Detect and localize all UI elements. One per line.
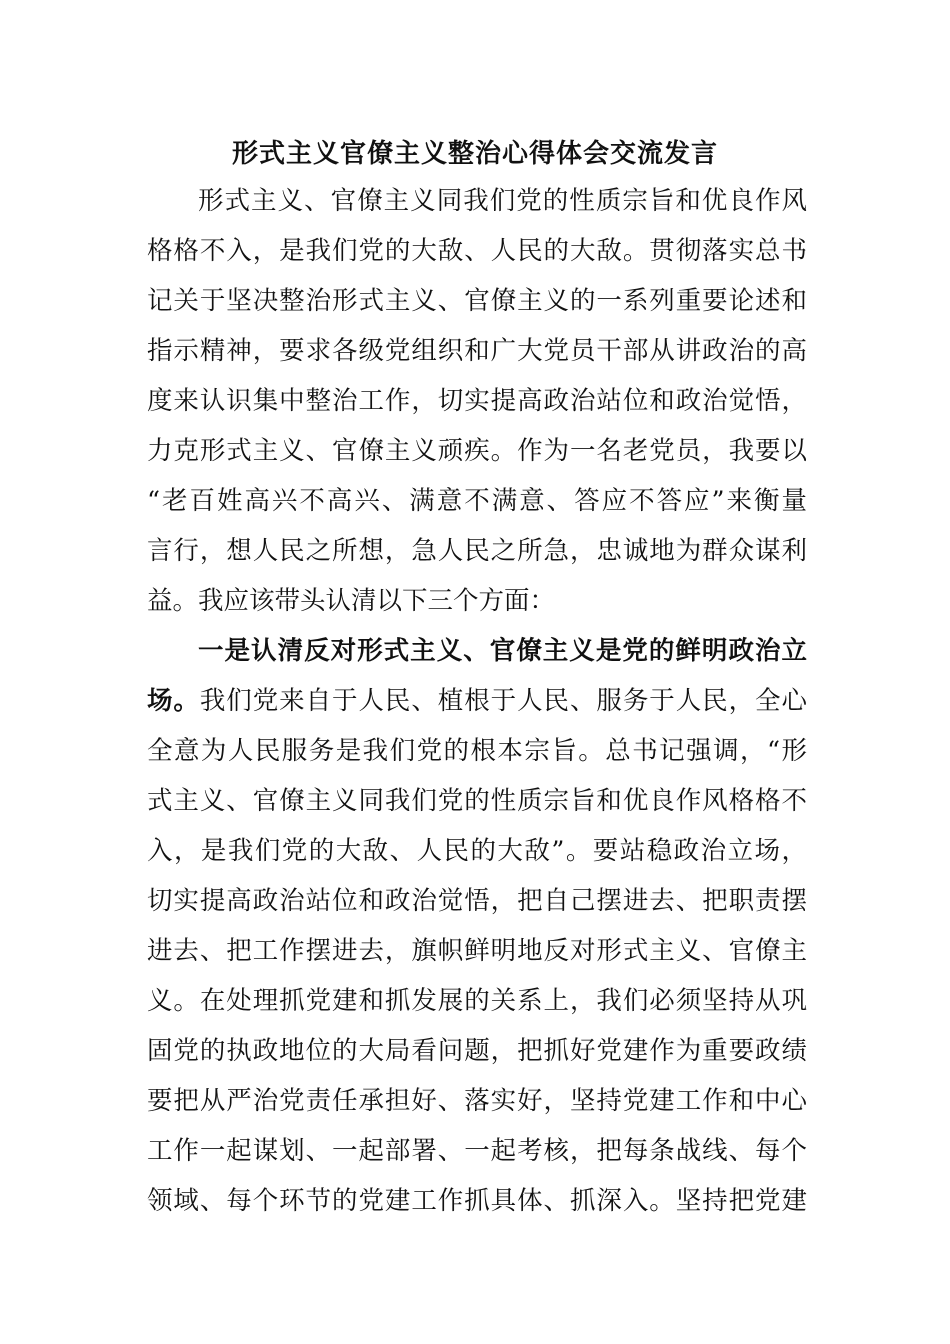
paragraph-line: 益。我应该带头认清以下三个方面： — [147, 586, 556, 616]
paragraph-line: 工作一起谋划、一起部署、一起考核，把每条战线、每个 — [147, 1136, 807, 1166]
paragraph-line: 切实提高政治站位和政治觉悟，把自己摆进去、把职责摆 — [147, 886, 807, 916]
paragraph-line: 进去、把工作摆进去，旗帜鲜明地反对形式主义、官僚主 — [147, 936, 807, 966]
paragraph-line: 式主义、官僚主义同我们党的性质宗旨和优良作风格格不 — [147, 786, 807, 816]
section-heading: 一是认清反对形式主义、官僚主义是党的鲜明政治立 — [198, 636, 807, 666]
paragraph-line: 度来认识集中整治工作，切实提高政治站位和政治觉悟， — [147, 386, 807, 416]
section-heading-tail: 场。 — [147, 686, 200, 716]
paragraph-line: 格格不入，是我们党的大敌、人民的大敌。贯彻落实总书 — [147, 236, 807, 266]
paragraph-text: 我们党来自于人民、植根于人民、服务于人民，全心 — [199, 686, 807, 716]
paragraph-line: 领域、每个环节的党建工作抓具体、抓深入。坚持把党建 — [147, 1186, 807, 1216]
paragraph-line: 义。在处理抓党建和抓发展的关系上，我们必须坚持从巩 — [147, 986, 807, 1016]
paragraph-line: 入，是我们党的大敌、人民的大敌”。要站稳政治立场， — [147, 836, 807, 866]
paragraph-line: 言行，想人民之所想，急人民之所急，忠诚地为群众谋利 — [147, 536, 807, 566]
paragraph-line: 指示精神，要求各级党组织和广大党员干部从讲政治的高 — [147, 336, 807, 366]
paragraph-line: “老百姓高兴不高兴、满意不满意、答应不答应”来衡量 — [147, 486, 807, 516]
paragraph-line: 力克形式主义、官僚主义顽疾。作为一名老党员，我要以 — [147, 436, 807, 466]
paragraph-line: 记关于坚决整治形式主义、官僚主义的一系列重要论述和 — [147, 286, 807, 316]
paragraph-line: 全意为人民服务是我们党的根本宗旨。总书记强调，“形 — [147, 736, 807, 766]
paragraph-line: 固党的执政地位的大局看问题，把抓好党建作为重要政绩 — [147, 1036, 807, 1066]
document-title: 形式主义官僚主义整治心得体会交流发言 — [231, 139, 718, 169]
paragraph-line: 形式主义、官僚主义同我们党的性质宗旨和优良作风 — [198, 186, 807, 216]
paragraph-line — [147, 683, 807, 719]
paragraph-line: 要把从严治党责任承担好、落实好，坚持党建工作和中心 — [147, 1086, 807, 1116]
